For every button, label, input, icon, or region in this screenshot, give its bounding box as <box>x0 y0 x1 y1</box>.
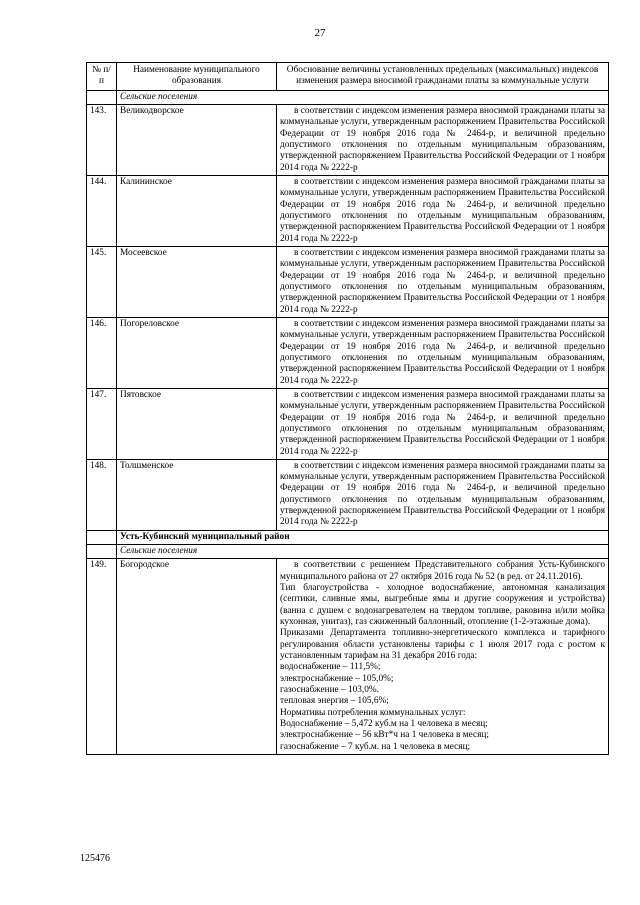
table-row <box>87 559 609 755</box>
page-number: 27 <box>314 27 326 39</box>
justification-text: в соответствии с индексом изменения размера вносимой гражданами платы за коммунальные услуги, утвержденным распоряжением Правительства Российской Федерации от 19 ноября 2016 года № 2464-р, и величиной предельно допустимого отклонения по отдельным муниципальным образованиям, утвержденной распоряжением Правительства Российской Федерации от 1 ноября 2014 года № 2222-р <box>277 459 609 530</box>
justification-text: в соответствии с индексом изменения размера вносимой гражданами платы за коммунальные услуги, утвержденным распоряжением Правительства Российской Федерации от 19 ноября 2016 года № 2464-р, и величиной предельно допустимого отклонения по отдельным муниципальным образованиям, утвержденной распоряжением Правительства Российской Федерации от 1 ноября 2014 года № 2222-р <box>277 175 609 246</box>
decision-reference: в соответствии с решением Представительного собрания Усть-Кубинского муниципального района от 27 октября 2016 года № 52 (в ред. от 24.11.2016). <box>280 560 605 582</box>
justification-text: в соответствии с индексом изменения размера вносимой гражданами платы за коммунальные услуги, утвержденным распоряжением Правительства Российской Федерации от 19 ноября 2016 года № 2464-р, и величиной предельно допустимого отклонения по отдельным муниципальным образованиям, утвержденной распоряжением Правительства Российской Федерации от 1 ноября 2014 года № 2222-р <box>277 317 609 388</box>
table-row <box>87 104 609 175</box>
municipality-name: Толшменское <box>117 459 277 530</box>
table-row <box>87 246 609 317</box>
table-header-row <box>87 63 609 91</box>
municipality-name: Богородское <box>117 559 277 755</box>
row-number: 144. <box>87 175 117 246</box>
norm-electricity: электроснабжение – 56 кВт*ч на 1 человека в месяц; <box>280 730 489 741</box>
norm-gas: газоснабжение – 7 куб.м. на 1 человека в месяц; <box>280 741 471 752</box>
header-justification: Обоснование величины установленных предельных (максимальных) индексов изменения размера вносимой гражданами платы за коммунальные услуги <box>277 63 609 91</box>
district-row <box>87 530 609 544</box>
tariff-water: водоснабжение – 111,5%; <box>280 662 381 673</box>
row-number: 147. <box>87 388 117 459</box>
municipality-name: Погореловское <box>117 317 277 388</box>
municipality-name: Великодворское <box>117 104 277 175</box>
row-number: 145. <box>87 246 117 317</box>
row-number: 146. <box>87 317 117 388</box>
justification-text: в соответствии с индексом изменения размера вносимой гражданами платы за коммунальные услуги, утвержденным распоряжением Правительства Российской Федерации от 19 ноября 2016 года № 2464-р, и величиной предельно допустимого отклонения по отдельным муниципальным образованиям, утвержденной распоряжением Правительства Российской Федерации от 1 ноября 2014 года № 2222-р <box>277 104 609 175</box>
justification-text: в соответствии с индексом изменения размера вносимой гражданами платы за коммунальные услуги, утвержденным распоряжением Правительства Российской Федерации от 19 ноября 2016 года № 2464-р, и величиной предельно допустимого отклонения по отдельным муниципальным образованиям, утвержденной распоряжением Правительства Российской Федерации от 1 ноября 2014 года № 2222-р <box>277 246 609 317</box>
norm-water: Водоснабжение – 5,472 куб.м на 1 человека в месяц; <box>280 719 488 730</box>
table-row <box>87 317 609 388</box>
row-number: 148. <box>87 459 117 530</box>
tariff-orders: Приказами Департамента топливно-энергетического комплекса и тарифного регулирования области установлены тарифы с 1 июля 2017 года с ростом к установленным тарифам на 31 декабря 2016 года: <box>280 628 605 662</box>
amenities-type: Тип благоустройства - холодное водоснабжение, автономная канализация (септики, сливные ямы, выгребные ямы и другие сооружения и устройства) (ванна с душем с водонагревателем на твердом топливе, раковина и/или мойка кухонная, унитаз), газ сжиженный баллонный, отопление (1-2-этажные дома). <box>280 583 605 628</box>
municipality-name: Калининское <box>117 175 277 246</box>
tariff-heat: тепловая энергия – 105,6%; <box>280 696 389 707</box>
row-number: 149. <box>87 559 117 755</box>
table-row <box>87 459 609 530</box>
section-label: Сельские поселения <box>117 90 609 104</box>
municipality-name: Мосеевское <box>117 246 277 317</box>
header-municipality: Наименование муниципального образования <box>117 63 277 91</box>
document-code: 125476 <box>80 853 110 864</box>
table-row <box>87 388 609 459</box>
row-number: 143. <box>87 104 117 175</box>
district-name: Усть-Кубинский муниципальный район <box>117 530 609 544</box>
tariff-index-table <box>86 62 609 755</box>
tariff-gas: газоснабжение – 103,0%. <box>280 685 379 696</box>
justification-cell <box>277 559 609 755</box>
municipality-name: Пятовское <box>117 388 277 459</box>
norms-heading: Нормативы потребления коммунальных услуг: <box>280 707 466 718</box>
header-num: № п/п <box>87 63 117 91</box>
section-row <box>87 90 609 104</box>
section-row <box>87 545 609 559</box>
justification-text: в соответствии с индексом изменения размера вносимой гражданами платы за коммунальные услуги, утвержденным распоряжением Правительства Российской Федерации от 19 ноября 2016 года № 2464-р, и величиной предельно допустимого отклонения по отдельным муниципальным образованиям, утвержденной распоряжением Правительства Российской Федерации от 1 ноября 2014 года № 2222-р <box>277 388 609 459</box>
tariff-electricity: электроснабжение – 105,0%; <box>280 673 394 684</box>
section-label: Сельские поселения <box>117 545 609 559</box>
table-row <box>87 175 609 246</box>
